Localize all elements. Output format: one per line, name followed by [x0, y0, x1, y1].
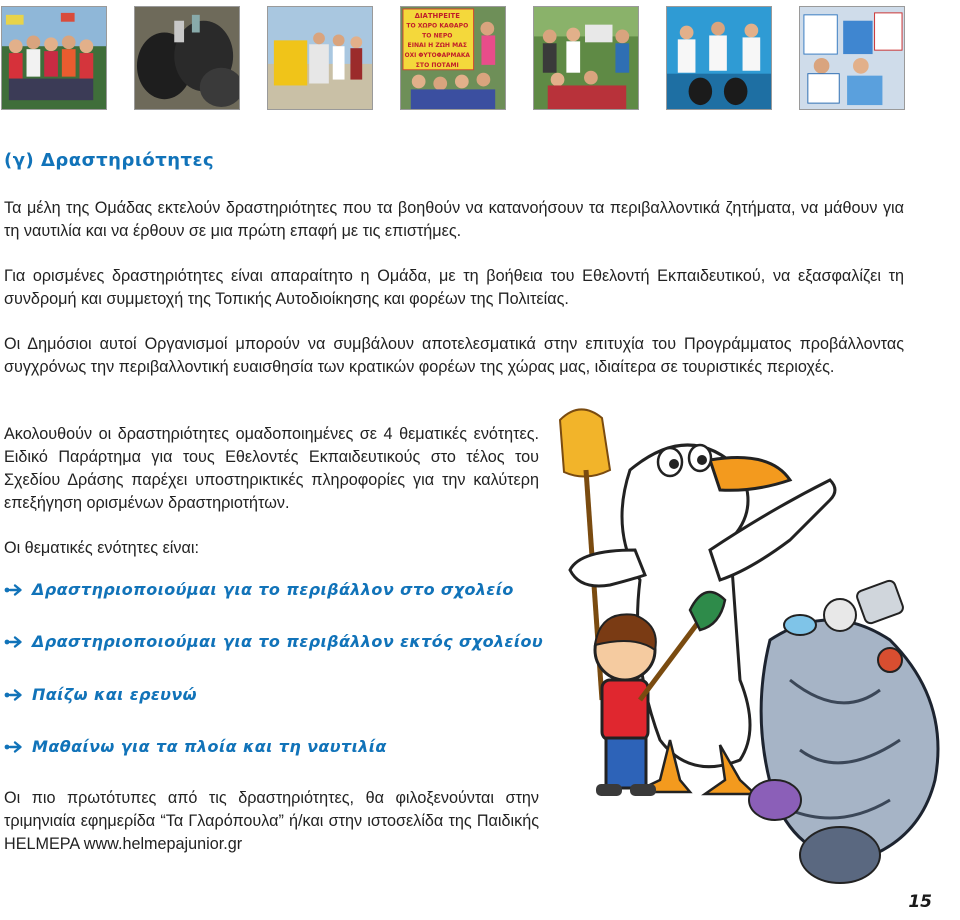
sign-line: ΔΙΑΤΗΡΕΙΤΕ — [414, 11, 460, 20]
photo-newspapers — [799, 6, 905, 110]
sign-line: ΤΟ ΧΩΡΟ ΚΑΘΑΡΟ — [406, 22, 469, 30]
photo-garbage-bags — [134, 6, 240, 110]
photo-sign-children — [400, 6, 506, 110]
photo-recycling-bins — [267, 6, 373, 110]
paragraph-thematic-units: Ακολουθούν οι δραστηριότητες ομαδοποιημένες σε 4 θεματικές ενότητες. Ειδικό Παράρτημα για τους Εθελοντές Εκπαιδευτικούς στο τέλος του Σχεδίου Δράσης παρέχει υποστηρικτικές πληροφορίες για την καλύτερη επεξήγηση ορισμένων δραστηριοτήτων. — [4, 425, 539, 512]
sign-line: ΕΙΝΑΙ Η ΖΩΗ ΜΑΣ — [407, 42, 468, 50]
garbage-bag-icon — [749, 579, 938, 883]
sign-line: ΤΟ ΝΕΡΟ — [422, 32, 453, 40]
topic-item — [4, 737, 387, 756]
sign-line: ΟΧΙ ΦΥΤΟΦΑΡΜΑΚΑ — [404, 53, 470, 60]
topic-label: Παίζω και ερευνώ — [32, 685, 197, 704]
page-number: 15 — [908, 892, 932, 912]
photo-strip — [0, 0, 960, 115]
paragraph-local-authority: Για ορισμένες δραστηριότητες είναι απαραίτητο η Ομάδα, με τη βοήθεια του Εθελοντή Εκπαιδευτικού, να εξασφαλίζει τη συνδρομή και συμμετοχή της Τοπικής Αυτοδιοίκησης και φορέων της Πολιτείας. — [4, 267, 904, 308]
arrow-bullet-icon — [4, 635, 24, 649]
topic-label: Δραστηριοποιούμαι για το περιβάλλον στο σχολείο — [32, 580, 514, 599]
topic-item — [4, 580, 514, 599]
section-heading: (γ) Δραστηριότητες — [4, 150, 215, 171]
arrow-bullet-icon — [4, 583, 24, 597]
topic-item — [4, 685, 197, 704]
arrow-bullet-icon — [4, 740, 24, 754]
arrow-bullet-icon — [4, 688, 24, 702]
photo-outdoor-group — [533, 6, 639, 110]
seagull-cleanup-illustration — [540, 400, 960, 910]
photo-tshirts-bags — [666, 6, 772, 110]
paragraph-intro: Τα μέλη της Ομάδας εκτελούν δραστηριότητες που τα βοηθούν να κατανοήσουν τα περιβαλλοντικά ζητήματα, να μάθουν για τη ναυτιλία και να έρθουν σε μια πρώτη επαφή με τις επιστήμες. — [4, 199, 904, 240]
topic-label: Δραστηριοποιούμαι για το περιβάλλον εκτός σχολείου — [32, 632, 544, 651]
paragraph-topics-intro: Οι θεματικές ενότητες είναι: — [4, 539, 199, 557]
topic-item — [4, 632, 543, 651]
topic-label: Μαθαίνω για τα πλοία και τη ναυτιλία — [32, 737, 387, 756]
sign-line: ΣΤΟ ΠΟΤΑΜΙ — [415, 61, 459, 69]
paragraph-closing: Οι πιο πρωτότυπες από τις δραστηριότητες, θα φιλοξενούνται στην τριμηνιαία εφημερίδα “Τα Γλαρόπουλα” ή/και στην ιστοσελίδα της Παιδικής HELMEPA www.helmepajunior.gr — [4, 789, 539, 853]
photo-children-group — [1, 6, 107, 110]
paragraph-public-organisations: Οι Δημόσιοι αυτοί Οργανισμοί μπορούν να συμβάλουν αποτελεσματικά στην επιτυχία του Προγράμματος προβάλλοντας συγχρόνως την περιβαλλοντική ευαισθησία των κρατικών φορέων της χώρας μας, ιδιαίτερα σε τουριστικές περιοχές. — [4, 335, 904, 376]
